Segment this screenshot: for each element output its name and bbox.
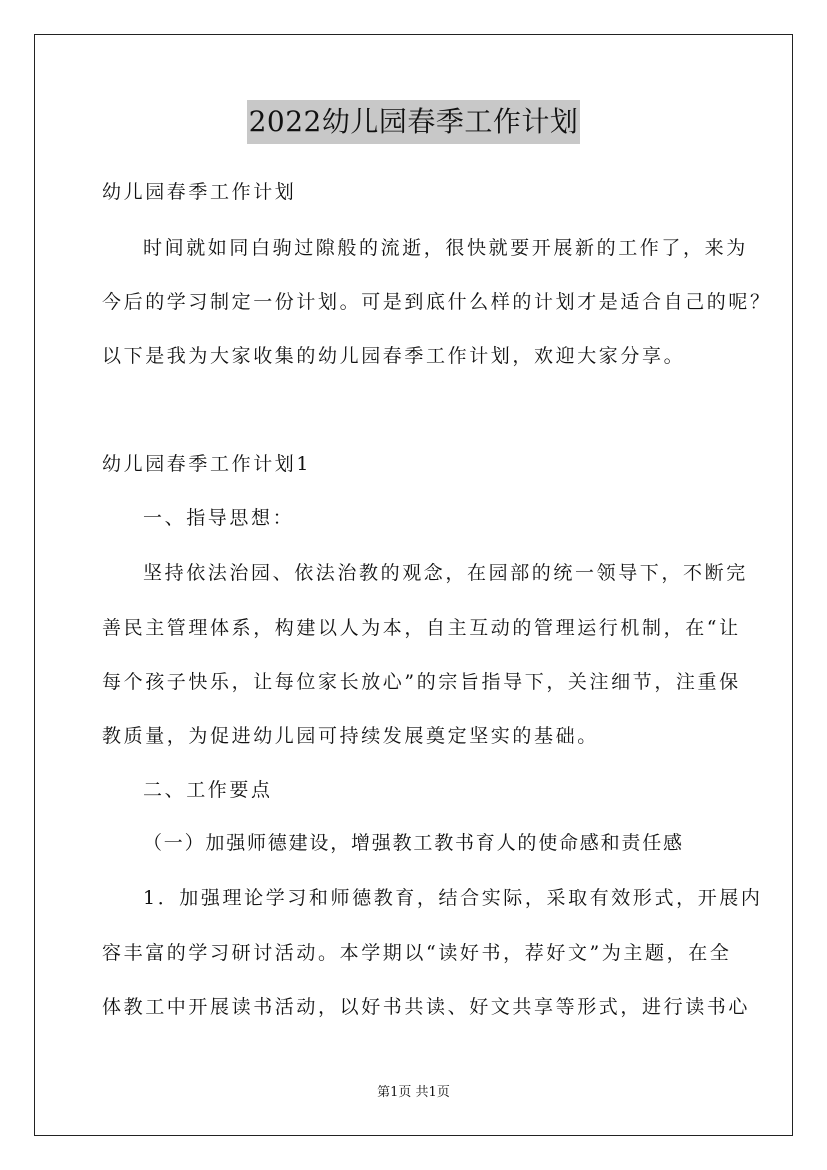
subsection-heading: （一）加强师德建设，增强教工教书育人的使命感和责任感	[143, 832, 684, 854]
paragraph-line: 善民主管理体系，构建以人为本，自主互动的管理运行机制，在“让	[102, 617, 741, 639]
paragraph-line: 时间就如同白驹过隙般的流逝，很快就要开展新的工作了，来为	[143, 237, 748, 259]
paragraph-line: 坚持依法治园、依法治教的观念，在园部的统一领导下，不断完	[143, 562, 748, 584]
paragraph-line: 体教工中开展读书活动，以好书共读、好文共享等形式，进行读书心	[102, 996, 751, 1018]
paragraph-line: 容丰富的学习研讨活动。本学期以“读好书，荐好文”为主题，在全	[102, 942, 732, 964]
page-footer: 第1页 共1页	[377, 1085, 450, 1100]
paragraph-line: 每个孩子快乐，让每位家长放心”的宗旨指导下，关注细节，注重保	[102, 671, 741, 693]
paragraph-line: 1．加强理论学习和师德教育，结合实际，采取有效形式，开展内	[143, 887, 763, 909]
paragraph-line: 教质量，为促进幼儿园可持续发展奠定坚实的基础。	[102, 725, 599, 747]
paragraph-line: 以下是我为大家收集的幼儿园春季工作计划，欢迎大家分享。	[102, 345, 686, 367]
subsection-heading: 一、指导思想：	[143, 507, 295, 529]
intro-heading: 幼儿园春季工作计划	[102, 181, 297, 203]
subsection-heading: 二、工作要点	[143, 779, 273, 801]
section-heading: 幼儿园春季工作计划1	[102, 453, 312, 475]
document-title: 2022幼儿园春季工作计划	[247, 100, 581, 144]
title-container	[0, 100, 827, 144]
paragraph-line: 今后的学习制定一份计划。可是到底什么样的计划才是适合自己的呢？	[102, 291, 772, 313]
